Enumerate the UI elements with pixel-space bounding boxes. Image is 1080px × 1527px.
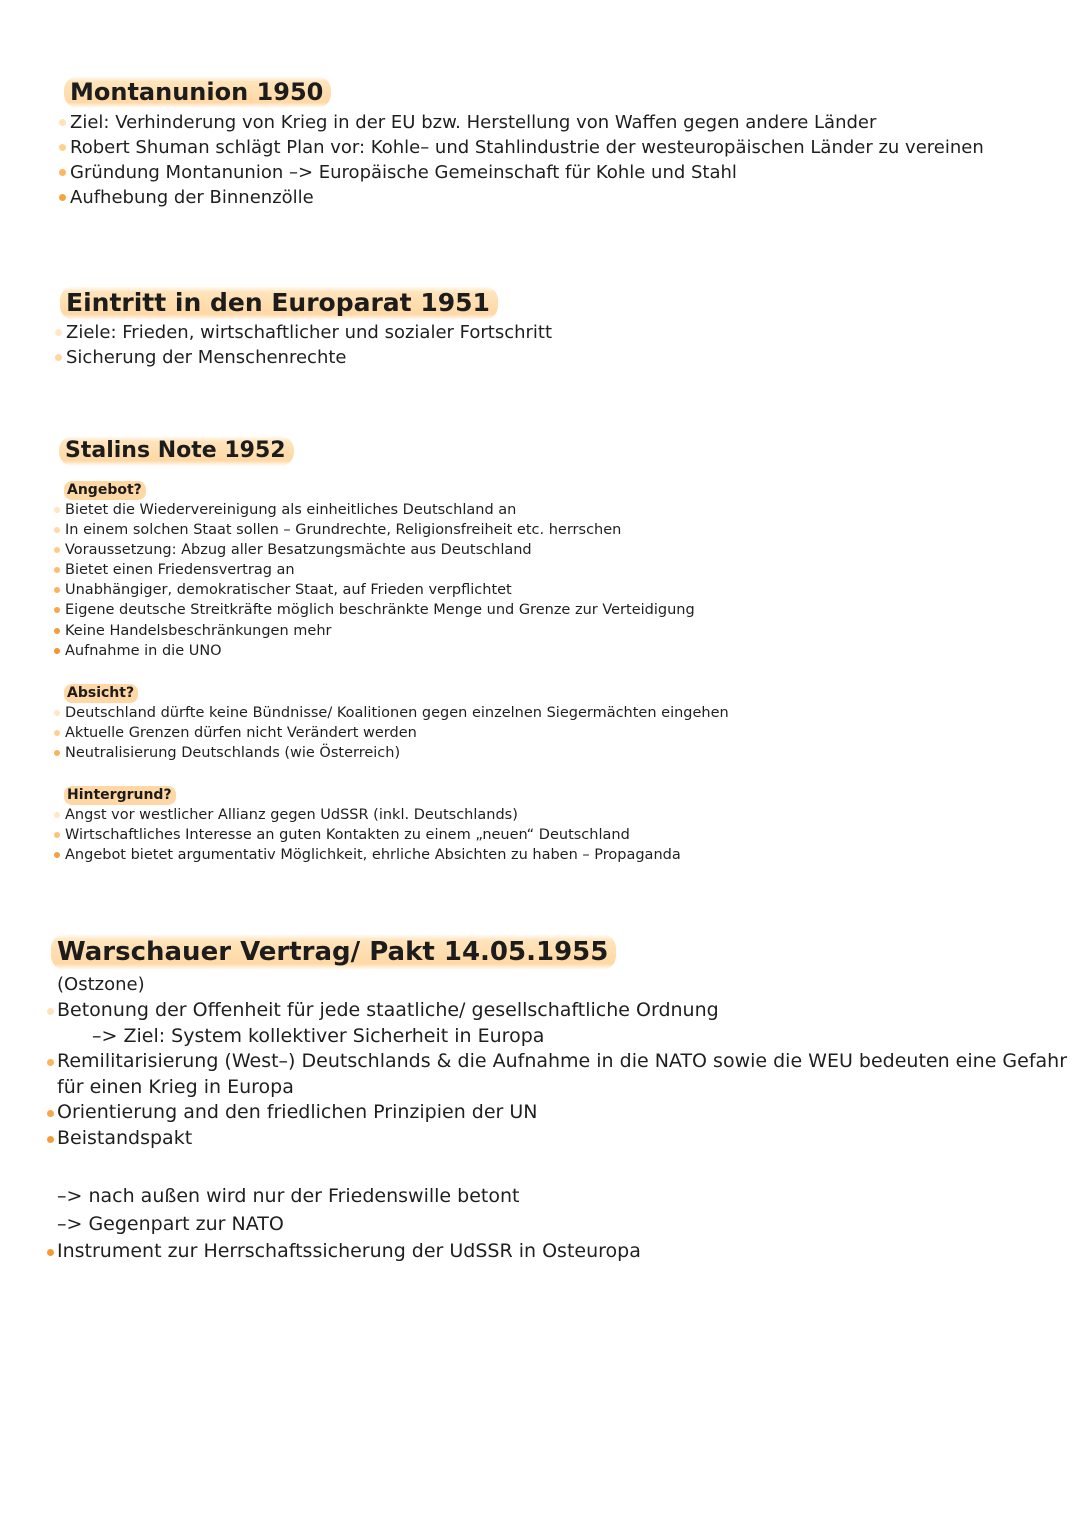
bullet-icon bbox=[47, 1059, 54, 1066]
subtitle: (Ostzone) bbox=[57, 974, 145, 995]
list-item: Wirtschaftliches Interesse an guten Kontakten zu einem „neuen“ Deutschland bbox=[0, 825, 1080, 845]
list-item: Keine Handelsbeschränkungen mehr bbox=[0, 621, 1080, 641]
list-item: Angebot bietet argumentativ Möglichkeit, ehrliche Absichten zu haben – Propaganda bbox=[0, 845, 1080, 865]
bullet-list bbox=[0, 703, 1080, 763]
bullet-icon bbox=[54, 710, 60, 716]
bullet-icon bbox=[59, 119, 66, 126]
list-item: Orientierung and den friedlichen Prinzipien der UN bbox=[0, 1100, 1080, 1126]
list-item: Betonung der Offenheit für jede staatliche/ gesellschaftliche Ordnung bbox=[0, 998, 1080, 1024]
list-item: Voraussetzung: Abzug aller Besatzungsmächte aus Deutschland bbox=[0, 540, 1080, 560]
bullet-list bbox=[0, 110, 1080, 210]
bullet-icon bbox=[54, 507, 60, 513]
bullet-icon bbox=[54, 587, 60, 593]
subheading: Absicht? bbox=[64, 684, 138, 703]
bullet-icon bbox=[55, 354, 62, 361]
sub-point: –> Ziel: System kollektiver Sicherheit in Europa bbox=[92, 1024, 545, 1047]
list-item: Remilitarisierung (West–) Deutschlands & die Aufnahme in die NATO sowie die WEU bedeuten eine Gefahr für einen Krieg in Europa bbox=[0, 1049, 1080, 1100]
conclusion-block bbox=[0, 1182, 1080, 1240]
list-item: Ziele: Frieden, wirtschaftlicher und sozialer Fortschritt bbox=[0, 320, 1080, 345]
bullet-icon bbox=[59, 169, 66, 176]
list-item: Beistandspakt bbox=[0, 1126, 1080, 1152]
bullet-list bbox=[0, 998, 1080, 1024]
list-item: Neutralisierung Deutschlands (wie Österreich) bbox=[0, 743, 1080, 763]
list-item: Bietet die Wiedervereinigung als einheitliches Deutschland an bbox=[0, 500, 1080, 520]
bullet-list bbox=[0, 1049, 1080, 1151]
list-item: Unabhängiger, demokratischer Staat, auf Frieden verpflichtet bbox=[0, 580, 1080, 600]
bullet-icon bbox=[47, 1249, 54, 1256]
bullet-icon bbox=[54, 527, 60, 533]
list-item: Angst vor westlicher Allianz gegen UdSSR (inkl. Deutschlands) bbox=[0, 805, 1080, 825]
subheading: Angebot? bbox=[64, 481, 146, 500]
bullet-icon bbox=[59, 144, 66, 151]
section-stalins-note bbox=[0, 436, 1080, 865]
bullet-icon bbox=[54, 648, 60, 654]
bullet-icon bbox=[54, 812, 60, 818]
list-item: Bietet einen Friedensvertrag an bbox=[0, 560, 1080, 580]
section-warschauer-vertrag bbox=[0, 934, 1080, 1265]
bullet-icon bbox=[54, 730, 60, 736]
bullet-icon bbox=[54, 607, 60, 613]
group-angebot bbox=[0, 479, 1080, 661]
bullet-icon bbox=[54, 832, 60, 838]
bullet-icon bbox=[54, 750, 60, 756]
list-item: Aufhebung der Binnenzölle bbox=[0, 185, 1080, 210]
list-item: Gründung Montanunion –> Europäische Gemeinschaft für Kohle und Stahl bbox=[0, 160, 1080, 185]
section-title: Montanunion 1950 bbox=[64, 76, 331, 108]
list-item: Deutschland dürfte keine Bündnisse/ Koalitionen gegen einzelnen Siegermächten eingehen bbox=[0, 703, 1080, 723]
list-item: Ziel: Verhinderung von Krieg in der EU bzw. Herstellung von Waffen gegen andere Länder bbox=[0, 110, 1080, 135]
list-item: Aufnahme in die UNO bbox=[0, 641, 1080, 661]
conclusion-line: –> nach außen wird nur der Friedenswille betont bbox=[57, 1184, 520, 1207]
conclusion-line: –> Gegenpart zur NATO bbox=[57, 1213, 284, 1236]
list-item: Instrument zur Herrschaftssicherung der UdSSR in Osteuropa bbox=[0, 1239, 1080, 1265]
list-item: Eigene deutsche Streitkräfte möglich beschränkte Menge und Grenze zur Verteidigung bbox=[0, 600, 1080, 620]
bullet-icon bbox=[54, 567, 60, 573]
list-item: Aktuelle Grenzen dürfen nicht Verändert werden bbox=[0, 723, 1080, 743]
bullet-icon bbox=[54, 628, 60, 634]
bullet-list bbox=[0, 1239, 1080, 1265]
bullet-icon bbox=[47, 1136, 54, 1143]
group-hintergrund bbox=[0, 784, 1080, 865]
bullet-list bbox=[0, 500, 1080, 661]
bullet-list bbox=[0, 320, 1080, 370]
section-title: Warschauer Vertrag/ Pakt 14.05.1955 bbox=[51, 934, 616, 970]
list-item: Sicherung der Menschenrechte bbox=[0, 345, 1080, 370]
bullet-icon bbox=[47, 1008, 54, 1015]
bullet-icon bbox=[54, 547, 60, 553]
list-item: Robert Shuman schlägt Plan vor: Kohle– und Stahlindustrie der westeuropäischen Länder zu vereinen bbox=[0, 135, 1080, 160]
bullet-icon bbox=[59, 194, 66, 201]
bullet-list bbox=[0, 805, 1080, 865]
bullet-icon bbox=[47, 1110, 54, 1117]
bullet-icon bbox=[55, 329, 62, 336]
section-title: Eintritt in den Europarat 1951 bbox=[60, 286, 498, 320]
list-item: In einem solchen Staat sollen – Grundrechte, Religionsfreiheit etc. herrschen bbox=[0, 520, 1080, 540]
bullet-icon bbox=[54, 852, 60, 858]
section-title: Stalins Note 1952 bbox=[59, 436, 294, 466]
group-absicht bbox=[0, 682, 1080, 763]
subheading: Hintergrund? bbox=[64, 786, 176, 805]
section-europarat bbox=[0, 286, 1080, 370]
section-montanunion bbox=[0, 76, 1080, 210]
